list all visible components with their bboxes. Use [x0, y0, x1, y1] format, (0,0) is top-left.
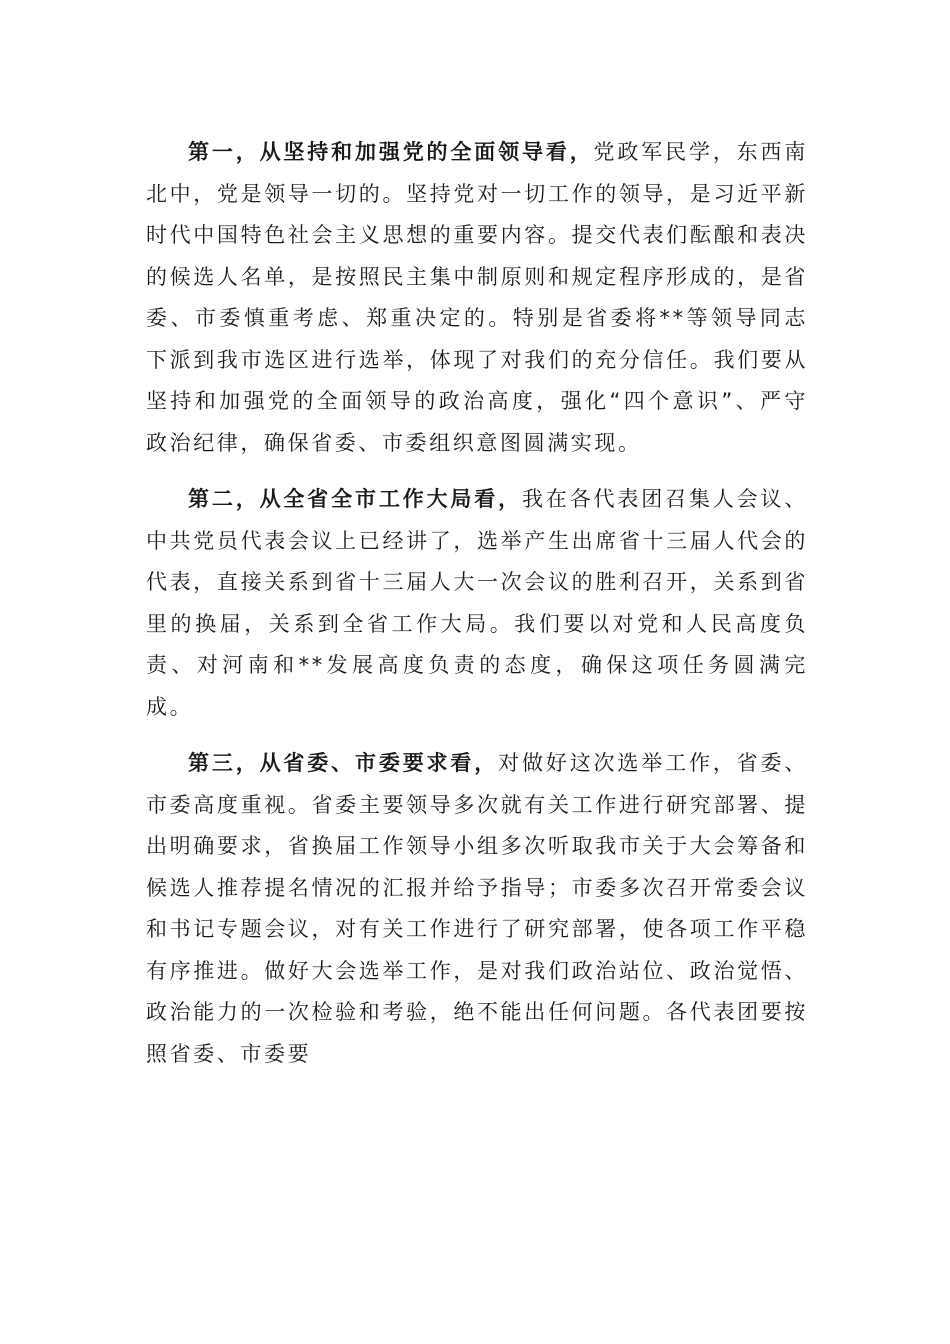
paragraph-third-lead: 第三，从省委、市委要求看， [188, 751, 499, 775]
paragraph-first-lead: 第一，从坚持和加强党的全面领导看， [188, 140, 594, 164]
paragraph-second-lead: 第二，从全省全市工作大局看， [188, 487, 522, 511]
paragraph-third [146, 743, 808, 1075]
paragraph-second [146, 479, 808, 728]
paragraph-third-body: 对做好这次选举工作，省委、市委高度重视。省委主要领导多次就有关工作进行研究部署、提出明确要求，省换届工作领导小组多次听取我市关于大会筹备和候选人推荐提名情况的汇报并给予指导；市委多次召开常委会议和书记专题会议，对有关工作进行了研究部署，使各项工作平稳有序推进。做好大会选举工作，是对我们政治站位、政治觉悟、政治能力的一次检验和考验，绝不能出任何问题。各代表团要按照省委、市委要 [146, 751, 808, 1066]
paragraph-second-body: 我在各代表团召集人会议、中共党员代表会议上已经讲了，选举产生出席省十三届人代会的代表，直接关系到省十三届人大一次会议的胜利召开，关系到省里的换届，关系到全省工作大局。我们要以对党和人民高度负责、对河南和**发展高度负责的态度，确保这项任务圆满完成。 [146, 487, 808, 719]
document-page [146, 132, 808, 1075]
paragraph-first [146, 132, 808, 464]
paragraph-first-body: 党政军民学，东西南北中，党是领导一切的。坚持党对一切工作的领导，是习近平新时代中国特色社会主义思想的重要内容。提交代表们酝酿和表决的候选人名单，是按照民主集中制原则和规定程序形成的，是省委、市委慎重考虑、郑重决定的。特别是省委将**等领导同志下派到我市选区进行选举，体现了对我们的充分信任。我们要从坚持和加强党的全面领导的政治高度，强化“四个意识”、严守政治纪律，确保省委、市委组织意图圆满实现。 [146, 140, 808, 455]
